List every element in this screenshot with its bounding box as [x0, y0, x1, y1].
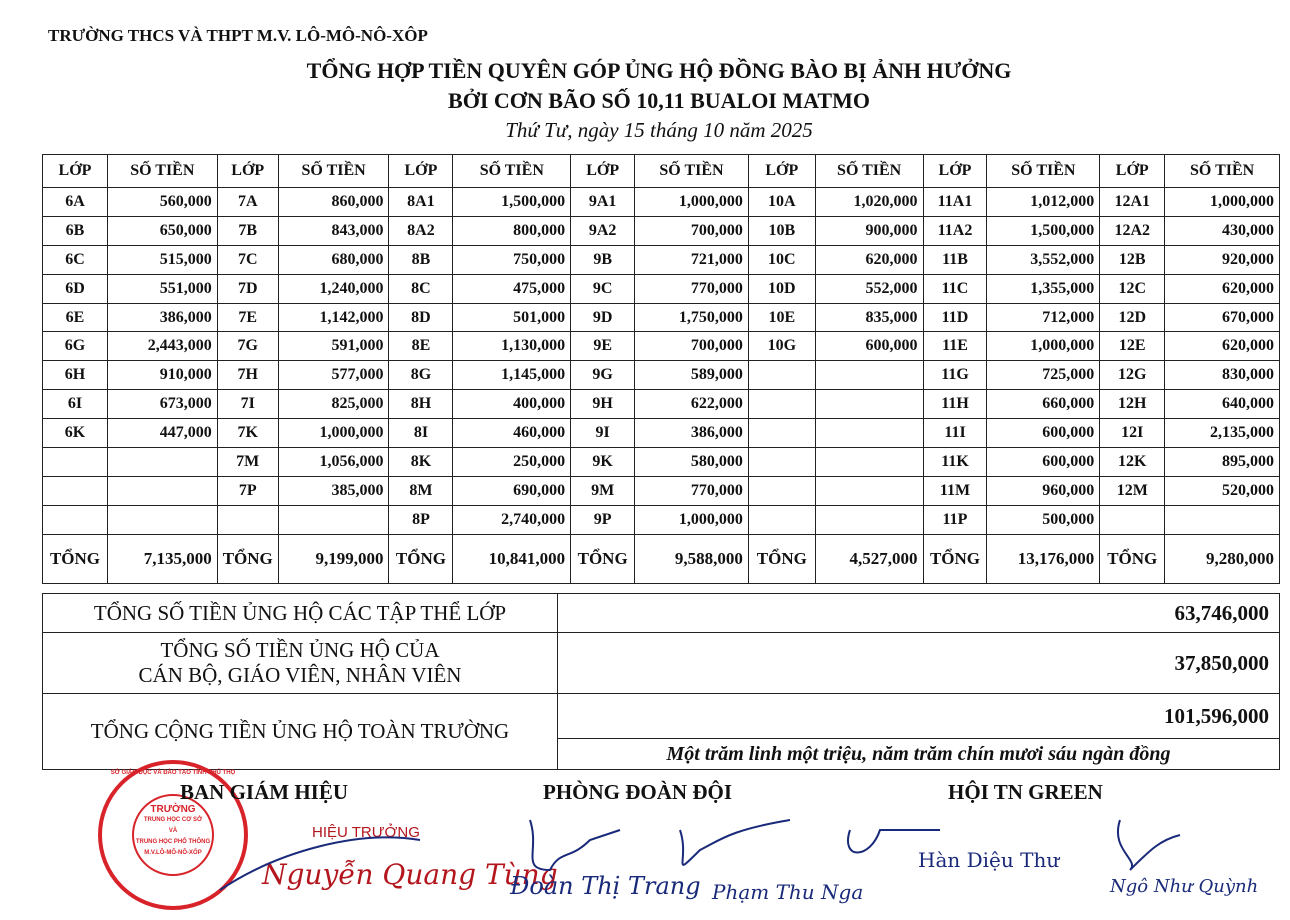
- class-cell: 6C: [43, 245, 108, 274]
- class-cell: 9H: [571, 390, 635, 419]
- amount-cell: [278, 505, 389, 534]
- col-header-class: LỚP: [748, 155, 815, 188]
- amount-cell: 650,000: [107, 216, 217, 245]
- class-cell: 7B: [217, 216, 278, 245]
- table-row: [43, 188, 1280, 217]
- amount-cell: 830,000: [1165, 361, 1280, 390]
- amount-cell: 640,000: [1165, 390, 1280, 419]
- class-cell: 9C: [571, 274, 635, 303]
- class-cell: 11C: [923, 274, 987, 303]
- donation-table: [42, 154, 1280, 584]
- amount-cell: 501,000: [453, 303, 571, 332]
- total-label: TỔNG: [923, 534, 987, 583]
- class-cell: 10C: [748, 245, 815, 274]
- class-cell: 9P: [571, 505, 635, 534]
- class-cell: 12C: [1100, 274, 1165, 303]
- class-cell: 11H: [923, 390, 987, 419]
- class-cell: 12B: [1100, 245, 1165, 274]
- amount-cell: 1,130,000: [453, 332, 571, 361]
- table-row: [43, 448, 1280, 477]
- class-cell: 8P: [389, 505, 453, 534]
- class-cell: 7M: [217, 448, 278, 477]
- class-cell: 7D: [217, 274, 278, 303]
- amount-cell: 700,000: [635, 216, 749, 245]
- class-cell: 12K: [1100, 448, 1165, 477]
- class-cell: 9D: [571, 303, 635, 332]
- amount-cell: 895,000: [1165, 448, 1280, 477]
- class-cell: 11I: [923, 419, 987, 448]
- class-cell: 6I: [43, 390, 108, 419]
- class-cell: 11M: [923, 476, 987, 505]
- class-cell: 7C: [217, 245, 278, 274]
- col-header-amount: SỐ TIỀN: [453, 155, 571, 188]
- amount-cell: [815, 361, 923, 390]
- class-cell: 9K: [571, 448, 635, 477]
- class-cell: 6B: [43, 216, 108, 245]
- amount-cell: 690,000: [453, 476, 571, 505]
- amount-cell: 1,500,000: [453, 188, 571, 217]
- total-amount: 9,588,000: [635, 534, 749, 583]
- col-header-amount: SỐ TIỀN: [107, 155, 217, 188]
- class-cell: 9I: [571, 419, 635, 448]
- school-name: TRƯỜNG THCS VÀ THPT M.V. LÔ-MÔ-NÔ-XÔP: [48, 26, 428, 45]
- class-cell: [748, 448, 815, 477]
- amount-cell: [815, 448, 923, 477]
- class-cell: [748, 390, 815, 419]
- union-name-2: Phạm Thu Nga: [712, 880, 864, 904]
- table-row: [43, 505, 1280, 534]
- total-label: TỔNG: [571, 534, 635, 583]
- class-cell: 11E: [923, 332, 987, 361]
- amount-cell: 620,000: [1165, 274, 1280, 303]
- table-row: [43, 476, 1280, 505]
- staff-label-line2: CÁN BỘ, GIÁO VIÊN, NHÂN VIÊN: [138, 663, 462, 687]
- amount-cell: 580,000: [635, 448, 749, 477]
- amount-cell: 1,000,000: [987, 332, 1100, 361]
- table-row: [43, 303, 1280, 332]
- class-cell: 11A2: [923, 216, 987, 245]
- amount-cell: 460,000: [453, 419, 571, 448]
- amount-cell: 600,000: [815, 332, 923, 361]
- staff-total-value: 37,850,000: [558, 633, 1280, 694]
- amount-cell: 500,000: [987, 505, 1100, 534]
- union-title: PHÒNG ĐOÀN ĐỘI: [543, 780, 732, 804]
- class-cell: 11D: [923, 303, 987, 332]
- total-amount: 7,135,000: [107, 534, 217, 583]
- class-cell: [1100, 505, 1165, 534]
- amount-cell: 1,142,000: [278, 303, 389, 332]
- amount-cell: 1,012,000: [987, 188, 1100, 217]
- amount-cell: 920,000: [1165, 245, 1280, 274]
- amount-cell: 3,552,000: [987, 245, 1100, 274]
- class-cell: 11A1: [923, 188, 987, 217]
- class-cell: 12M: [1100, 476, 1165, 505]
- total-amount: 13,176,000: [987, 534, 1100, 583]
- class-cell: 6K: [43, 419, 108, 448]
- stamp-line: VÀ: [168, 828, 178, 834]
- class-cell: 8K: [389, 448, 453, 477]
- class-cell: 9M: [571, 476, 635, 505]
- col-header-class: LỚP: [389, 155, 453, 188]
- amount-cell: 2,740,000: [453, 505, 571, 534]
- class-cell: 12A1: [1100, 188, 1165, 217]
- amount-cell: 750,000: [453, 245, 571, 274]
- class-cell: 7P: [217, 476, 278, 505]
- class-cell: 7I: [217, 390, 278, 419]
- amount-cell: [815, 476, 923, 505]
- class-cell: 9A1: [571, 188, 635, 217]
- staff-label-line1: TỔNG SỐ TIỀN ỦNG HỘ CỦA: [160, 638, 440, 662]
- table-row: [43, 274, 1280, 303]
- class-cell: 11B: [923, 245, 987, 274]
- amount-cell: 560,000: [107, 188, 217, 217]
- class-cell: 8E: [389, 332, 453, 361]
- class-cell: 10A: [748, 188, 815, 217]
- staff-total-label: [43, 633, 558, 694]
- col-header-class: LỚP: [571, 155, 635, 188]
- header-row: [43, 155, 1280, 188]
- total-label: TỔNG: [389, 534, 453, 583]
- class-cell: 7K: [217, 419, 278, 448]
- table-row: [43, 216, 1280, 245]
- amount-cell: [815, 390, 923, 419]
- total-label: TỔNG: [748, 534, 815, 583]
- board-title: BAN GIÁM HIỆU: [180, 780, 349, 804]
- amount-cell: 386,000: [635, 419, 749, 448]
- grand-total-value: 101,596,000: [558, 694, 1280, 739]
- class-cell: [43, 448, 108, 477]
- amount-cell: 622,000: [635, 390, 749, 419]
- amount-cell: 430,000: [1165, 216, 1280, 245]
- class-cell: 8I: [389, 419, 453, 448]
- amount-cell: 520,000: [1165, 476, 1280, 505]
- class-cell: 9G: [571, 361, 635, 390]
- amount-cell: 447,000: [107, 419, 217, 448]
- class-cell: 11G: [923, 361, 987, 390]
- class-cell: 8D: [389, 303, 453, 332]
- amount-cell: 1,240,000: [278, 274, 389, 303]
- union-name-1: Đoàn Thị Trang: [510, 872, 701, 900]
- amount-cell: 552,000: [815, 274, 923, 303]
- class-cell: 6E: [43, 303, 108, 332]
- amount-cell: 386,000: [107, 303, 217, 332]
- col-header-class: LỚP: [43, 155, 108, 188]
- class-cell: 6H: [43, 361, 108, 390]
- amount-cell: 1,750,000: [635, 303, 749, 332]
- signature-strokes: [200, 810, 1290, 910]
- class-cell: 12A2: [1100, 216, 1165, 245]
- total-label: TỔNG: [43, 534, 108, 583]
- amount-cell: 1,500,000: [987, 216, 1100, 245]
- class-cell: [748, 505, 815, 534]
- amount-cell: 1,020,000: [815, 188, 923, 217]
- amount-cell: 712,000: [987, 303, 1100, 332]
- amount-cell: 475,000: [453, 274, 571, 303]
- class-cell: 7E: [217, 303, 278, 332]
- class-cell: [43, 505, 108, 534]
- amount-cell: [815, 505, 923, 534]
- amount-cell: 1,000,000: [278, 419, 389, 448]
- amount-cell: 1,000,000: [635, 188, 749, 217]
- col-header-amount: SỐ TIỀN: [815, 155, 923, 188]
- amount-cell: 900,000: [815, 216, 923, 245]
- class-cell: [43, 476, 108, 505]
- amount-cell: 385,000: [278, 476, 389, 505]
- class-cell: 6A: [43, 188, 108, 217]
- col-header-amount: SỐ TIỀN: [987, 155, 1100, 188]
- amount-cell: 2,443,000: [107, 332, 217, 361]
- amount-cell: 670,000: [1165, 303, 1280, 332]
- class-cell: 12G: [1100, 361, 1165, 390]
- amount-cell: 589,000: [635, 361, 749, 390]
- class-cell: 7A: [217, 188, 278, 217]
- class-cell: 9B: [571, 245, 635, 274]
- class-cell: 12I: [1100, 419, 1165, 448]
- class-cell: 6G: [43, 332, 108, 361]
- amount-cell: 770,000: [635, 476, 749, 505]
- classes-total-label: TỔNG SỐ TIỀN ỦNG HỘ CÁC TẬP THỂ LỚP: [43, 594, 558, 633]
- total-amount: 9,199,000: [278, 534, 389, 583]
- amount-cell: 680,000: [278, 245, 389, 274]
- total-label: TỔNG: [1100, 534, 1165, 583]
- class-cell: 7H: [217, 361, 278, 390]
- class-cell: 8B: [389, 245, 453, 274]
- amount-cell: 577,000: [278, 361, 389, 390]
- col-header-class: LỚP: [923, 155, 987, 188]
- total-amount: 9,280,000: [1165, 534, 1280, 583]
- amount-cell: 620,000: [815, 245, 923, 274]
- green-name-1: Hàn Diệu Thư: [918, 848, 1060, 872]
- table-row: [43, 245, 1280, 274]
- amount-cell: 725,000: [987, 361, 1100, 390]
- amount-cell: 835,000: [815, 303, 923, 332]
- amount-cell: 910,000: [107, 361, 217, 390]
- stamp-line: TRUNG HỌC CƠ SỞ: [143, 817, 203, 823]
- totals-row: [43, 534, 1280, 583]
- amount-cell: 2,135,000: [1165, 419, 1280, 448]
- grand-total-label: TỔNG CỘNG TIỀN ỦNG HỘ TOÀN TRƯỜNG: [43, 694, 558, 770]
- class-cell: 8A2: [389, 216, 453, 245]
- stamp-ring-text: SỞ GIÁO DỤC VÀ ĐÀO TẠO TỈNH PHÚ THỌ: [110, 770, 236, 776]
- amount-cell: 1,145,000: [453, 361, 571, 390]
- principal-name: Nguyễn Quang Tùng: [262, 858, 558, 891]
- amount-cell: 400,000: [453, 390, 571, 419]
- amount-cell: 960,000: [987, 476, 1100, 505]
- class-cell: 8C: [389, 274, 453, 303]
- amount-cell: 515,000: [107, 245, 217, 274]
- amount-cell: 825,000: [278, 390, 389, 419]
- stamp-line: TRƯỜNG: [150, 804, 196, 815]
- table-row: [43, 390, 1280, 419]
- amount-cell: 1,000,000: [635, 505, 749, 534]
- col-header-amount: SỐ TIỀN: [635, 155, 749, 188]
- class-cell: 12H: [1100, 390, 1165, 419]
- amount-cell: 673,000: [107, 390, 217, 419]
- class-cell: 8G: [389, 361, 453, 390]
- amount-cell: 1,355,000: [987, 274, 1100, 303]
- amount-cell: 660,000: [987, 390, 1100, 419]
- amount-cell: 860,000: [278, 188, 389, 217]
- amount-cell: 700,000: [635, 332, 749, 361]
- table-row: [43, 361, 1280, 390]
- total-label: TỔNG: [217, 534, 278, 583]
- amount-cell: 1,056,000: [278, 448, 389, 477]
- document-title: TỔNG HỢP TIỀN QUYÊN GÓP ỦNG HỘ ĐỒNG BÀO BỊ ẢNH HƯỞNG: [306, 58, 1012, 83]
- amount-cell: [1165, 505, 1280, 534]
- amount-cell: 800,000: [453, 216, 571, 245]
- class-cell: 12D: [1100, 303, 1165, 332]
- summary-table: [42, 593, 1280, 770]
- class-cell: [748, 361, 815, 390]
- col-header-amount: SỐ TIỀN: [1165, 155, 1280, 188]
- amount-cell: 721,000: [635, 245, 749, 274]
- class-cell: 8M: [389, 476, 453, 505]
- class-cell: 11P: [923, 505, 987, 534]
- amount-cell: 551,000: [107, 274, 217, 303]
- amount-cell: 620,000: [1165, 332, 1280, 361]
- green-name-2: Ngô Như Quỳnh: [1110, 876, 1259, 897]
- col-header-class: LỚP: [217, 155, 278, 188]
- class-cell: 7G: [217, 332, 278, 361]
- amount-cell: [107, 448, 217, 477]
- document-subtitle: BỞI CƠN BÃO SỐ 10,11 BUALOI MATMO: [448, 88, 870, 113]
- class-cell: 6D: [43, 274, 108, 303]
- class-cell: 9A2: [571, 216, 635, 245]
- col-header-class: LỚP: [1100, 155, 1165, 188]
- class-cell: 11K: [923, 448, 987, 477]
- col-header-amount: SỐ TIỀN: [278, 155, 389, 188]
- stamp-line: M.V.LÔ-MÔ-NÔ-XỐP: [144, 850, 202, 856]
- class-cell: 9E: [571, 332, 635, 361]
- class-cell: 8H: [389, 390, 453, 419]
- amount-cell: 843,000: [278, 216, 389, 245]
- principal-role: HIỆU TRƯỞNG: [312, 824, 420, 841]
- amount-cell: [815, 419, 923, 448]
- class-cell: [217, 505, 278, 534]
- amount-cell: [107, 476, 217, 505]
- classes-total-value: 63,746,000: [558, 594, 1280, 633]
- amount-cell: [107, 505, 217, 534]
- amount-cell: 1,000,000: [1165, 188, 1280, 217]
- stamp-line: TRUNG HỌC PHỔ THÔNG: [135, 839, 211, 845]
- green-title: HỘI TN GREEN: [948, 780, 1103, 804]
- total-amount: 4,527,000: [815, 534, 923, 583]
- class-cell: [748, 419, 815, 448]
- amount-cell: 600,000: [987, 448, 1100, 477]
- class-cell: 10G: [748, 332, 815, 361]
- class-cell: 10B: [748, 216, 815, 245]
- document-date: Thứ Tư, ngày 15 tháng 10 năm 2025: [505, 118, 813, 142]
- class-cell: 10D: [748, 274, 815, 303]
- amount-cell: 770,000: [635, 274, 749, 303]
- table-row: [43, 332, 1280, 361]
- class-cell: [748, 476, 815, 505]
- amount-cell: 591,000: [278, 332, 389, 361]
- class-cell: 12E: [1100, 332, 1165, 361]
- class-cell: 10E: [748, 303, 815, 332]
- class-cell: 8A1: [389, 188, 453, 217]
- amount-cell: 600,000: [987, 419, 1100, 448]
- amount-cell: 250,000: [453, 448, 571, 477]
- total-amount: 10,841,000: [453, 534, 571, 583]
- grand-total-words: Một trăm linh một triệu, năm trăm chín mươi sáu ngàn đồng: [558, 739, 1280, 770]
- table-row: [43, 419, 1280, 448]
